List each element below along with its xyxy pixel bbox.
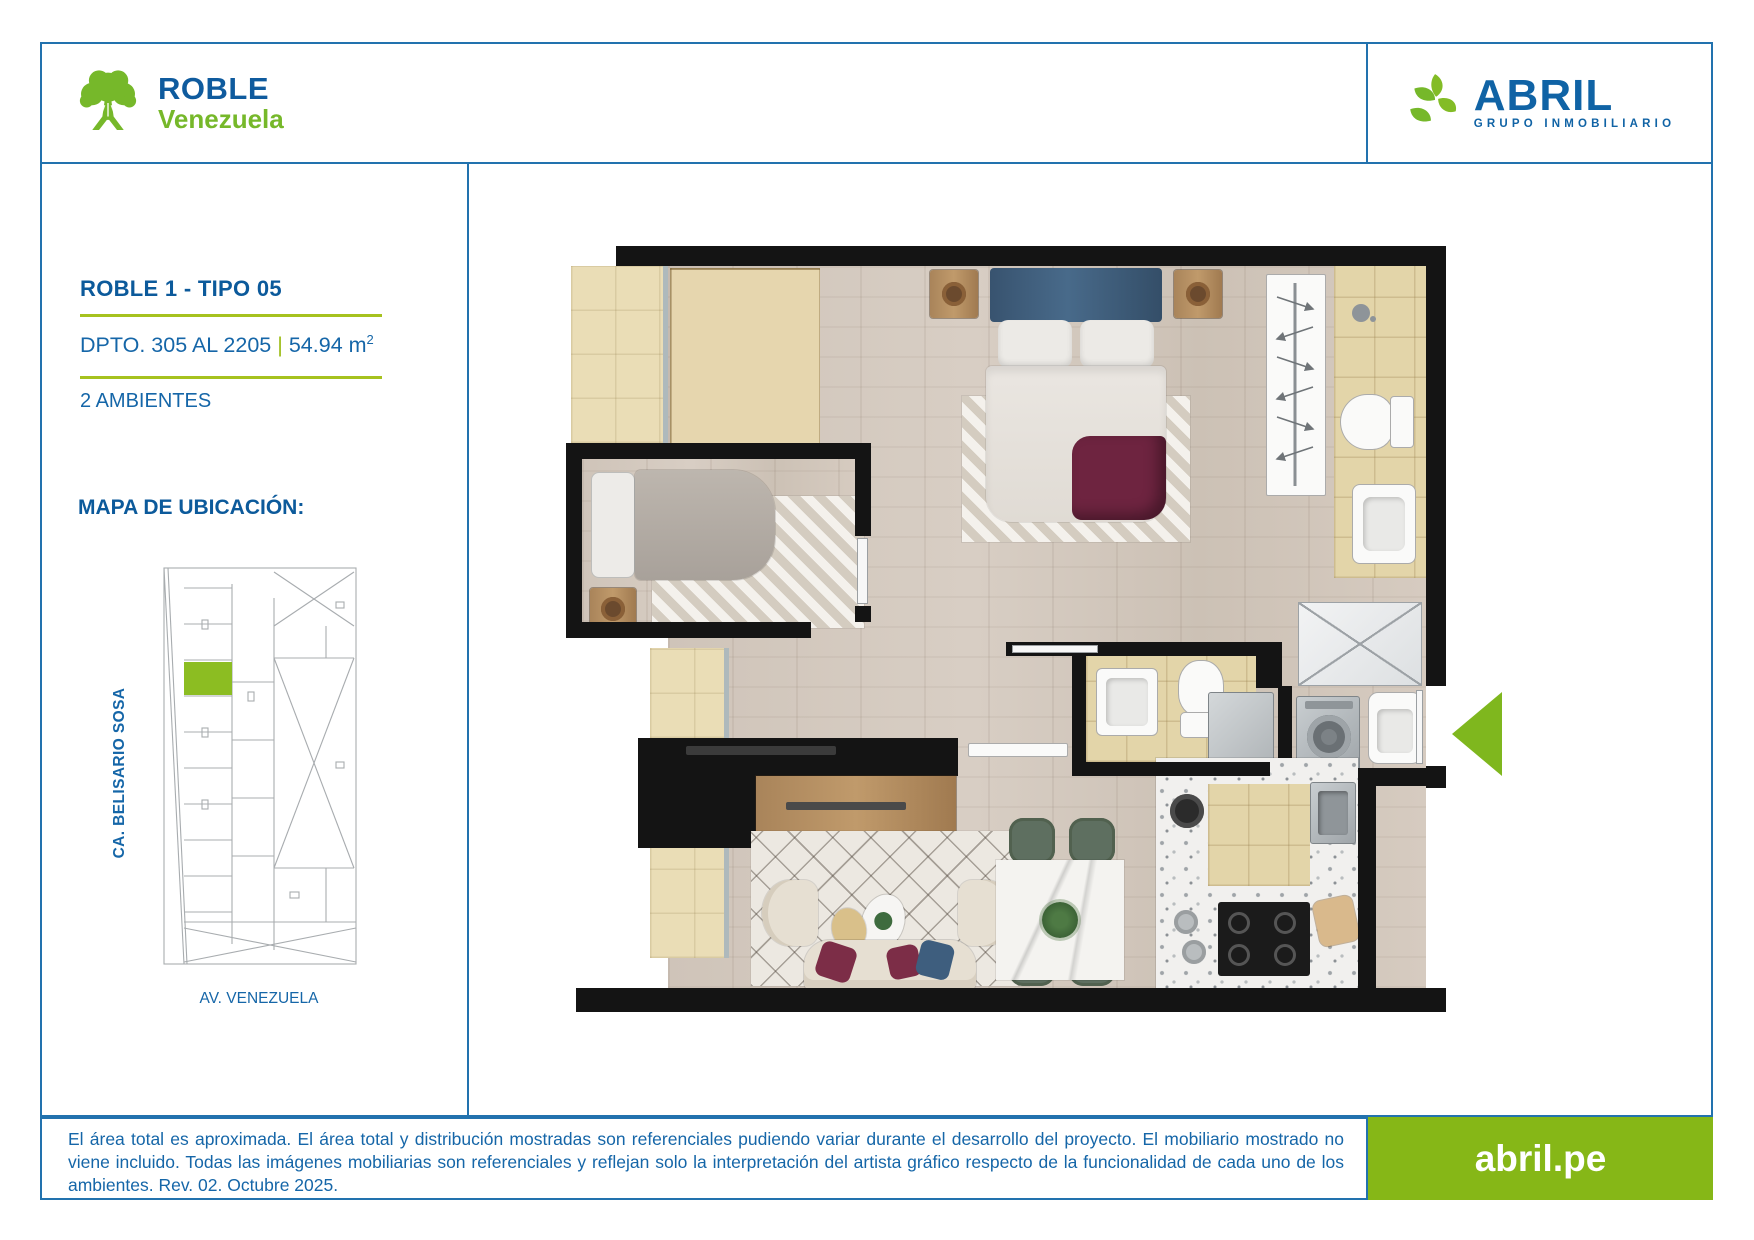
table-plant xyxy=(872,910,895,933)
street-label-left: CA. BELISARIO SOSA xyxy=(111,687,128,859)
sidebar xyxy=(42,164,469,1115)
wall-right-lower xyxy=(1358,786,1376,988)
bedroom2-wall-top xyxy=(566,443,871,459)
tv-screen xyxy=(686,746,836,755)
closet xyxy=(1266,274,1326,496)
unit-area: 54.94 m xyxy=(288,333,367,358)
location-map xyxy=(140,562,378,976)
disclaimer-box xyxy=(40,1117,1368,1200)
bedroom2-wall-right xyxy=(855,459,871,536)
wardrobe-cabinet xyxy=(670,268,820,448)
toilet-tank xyxy=(1390,396,1414,448)
washer-drum xyxy=(1307,715,1351,759)
single-bed-pillow xyxy=(591,472,635,578)
street-label-bottom: AV. VENEZUELA xyxy=(199,990,319,1007)
sink-basin xyxy=(1377,709,1413,753)
burner xyxy=(1274,912,1296,934)
floorplan xyxy=(566,246,1506,1012)
bedroom2-wall-bottom xyxy=(566,622,811,638)
divider-line xyxy=(80,376,382,379)
disclaimer-text: El área total es aproximada. El área total y distribución mostradas son referenciales pudiendo variar durante el desarrollo del proyecto. El mobiliario mostrado no viene incluido. Todas las imágenes mobiliarias son referenciales y reflejan solo la interpretación del artista gráfico respecto de la funcionalidad de cada uno de los ambientes. Rev. 02. Octubre 2025. xyxy=(68,1129,1344,1196)
wall-top xyxy=(616,246,1446,266)
sink-basin xyxy=(1363,497,1405,551)
wall-bottom xyxy=(576,988,1446,1012)
window-glass-upper xyxy=(663,266,668,443)
shower-head-icon xyxy=(1352,304,1370,322)
nightstand-decor xyxy=(942,282,966,306)
bathroom2-sink xyxy=(1096,668,1158,736)
kitchen-floor-inset xyxy=(1208,784,1310,886)
kitchen-sink xyxy=(1310,782,1356,844)
tree-icon xyxy=(72,67,144,139)
dining-chair xyxy=(1009,818,1055,864)
console-drawer xyxy=(786,802,906,810)
single-bed-duvet xyxy=(635,470,775,580)
tv-console xyxy=(756,776,956,838)
unit-area-exponent: 2 xyxy=(366,332,374,347)
abril-logo xyxy=(1366,44,1711,162)
nightstand-clock xyxy=(601,597,625,621)
website-link[interactable] xyxy=(1368,1117,1713,1200)
entrance-arrow-icon xyxy=(1452,692,1502,776)
main-content xyxy=(40,164,1713,1117)
bed-headboard-pillows xyxy=(990,268,1162,322)
kettle-appliance xyxy=(1170,794,1204,828)
sink-basin xyxy=(1318,791,1348,835)
balcony-upper xyxy=(571,266,663,443)
bathroom1-sink xyxy=(1352,484,1416,564)
duct-shaft xyxy=(1256,642,1282,688)
bedroom2-door xyxy=(857,538,868,604)
sink-basin xyxy=(1106,678,1148,726)
dining-table xyxy=(996,860,1124,980)
toilet-bowl xyxy=(1340,394,1394,450)
roble-brand-subtitle: Venezuela xyxy=(158,103,284,134)
tv-wall-block xyxy=(638,776,756,848)
rooms-count: 2 AMBIENTES xyxy=(80,390,212,412)
separator: | xyxy=(277,333,283,358)
kitchen-jar xyxy=(1182,940,1206,964)
header xyxy=(40,42,1713,164)
leaf-icon xyxy=(1404,72,1462,134)
footer xyxy=(40,1117,1713,1200)
hall-shelf xyxy=(968,743,1068,757)
highlighted-unit xyxy=(184,662,232,695)
burner xyxy=(1228,912,1250,934)
wall-right-upper xyxy=(1426,246,1446,686)
stove xyxy=(1218,902,1310,976)
bathroom2-sliding-door xyxy=(1012,645,1098,653)
burner xyxy=(1228,944,1250,966)
laundry-sink xyxy=(1368,692,1422,764)
wall-step xyxy=(1358,768,1446,786)
nightstand-decor xyxy=(1186,282,1210,306)
closet-rail-icon xyxy=(1267,275,1324,494)
bed-throw-blanket xyxy=(1072,436,1166,520)
tv-wall xyxy=(638,738,958,776)
website-label: abril.pe xyxy=(1474,1137,1607,1179)
table-centerpiece-plant xyxy=(1042,902,1078,938)
map-label: MAPA DE UBICACIÓN: xyxy=(78,496,305,519)
armchair-left xyxy=(762,880,818,946)
shower-stall xyxy=(1298,602,1422,686)
bed-pillow xyxy=(1080,320,1154,368)
bed-pillow xyxy=(998,320,1072,368)
roble-logo xyxy=(42,44,1366,162)
unit-range: DPTO. 305 AL 2205 xyxy=(80,333,272,358)
floorplan-region xyxy=(469,164,1711,1115)
burner xyxy=(1274,944,1296,966)
unit-info xyxy=(80,332,374,358)
divider-line xyxy=(80,314,382,317)
bathroom2-wall-left xyxy=(1072,656,1086,766)
roble-brand-name: ROBLE xyxy=(158,71,269,107)
abril-brand-subtitle: GRUPO INMOBILIARIO xyxy=(1473,118,1676,131)
washer-panel xyxy=(1305,701,1353,709)
dining-chair xyxy=(1069,818,1115,864)
kitchen-jar xyxy=(1174,910,1198,934)
bathroom2-wall-bottom xyxy=(1072,762,1270,776)
abril-brand-name: ABRIL xyxy=(1473,70,1614,120)
unit-type-title: ROBLE 1 - TIPO 05 xyxy=(80,276,282,301)
bedroom2-wall-left xyxy=(566,459,582,638)
entry-door xyxy=(1416,690,1423,764)
bedroom2-wall-right xyxy=(855,606,871,622)
